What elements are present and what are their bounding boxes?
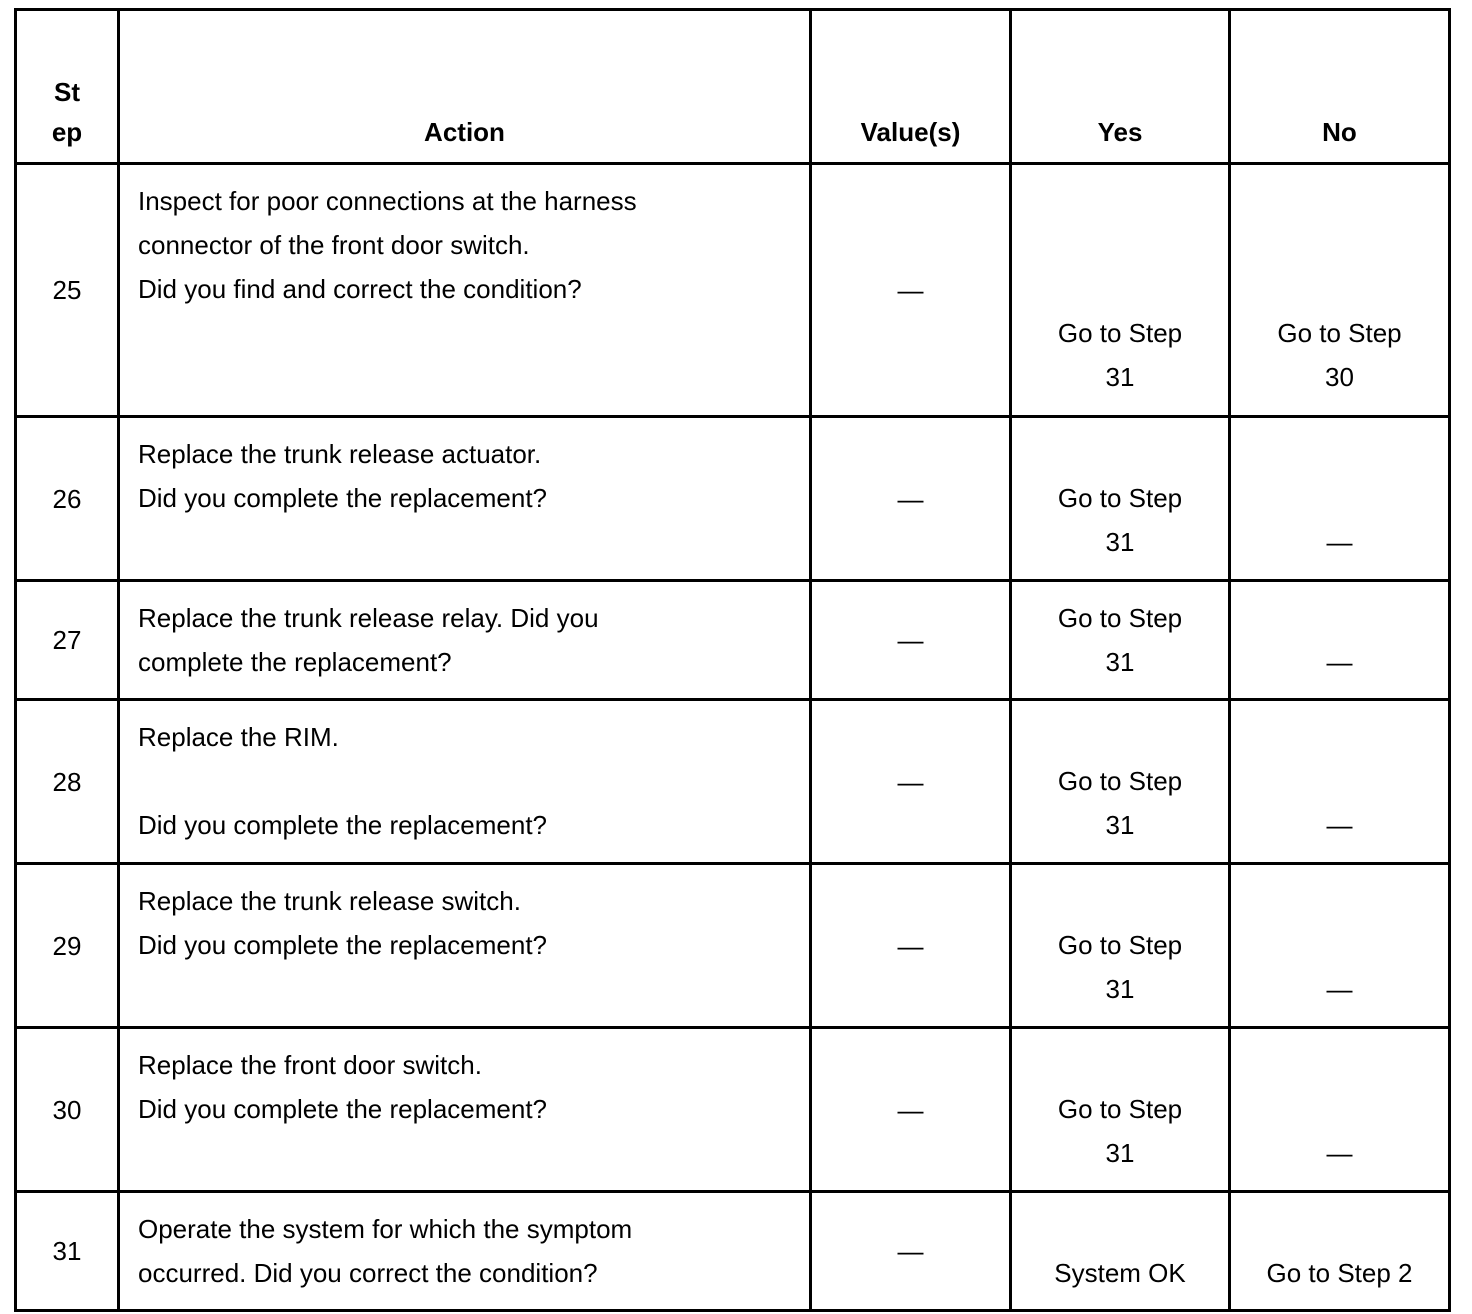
value-cell: — xyxy=(811,581,1011,700)
value-cell: — xyxy=(811,700,1011,864)
header-step-line1: St xyxy=(54,77,80,107)
value-cell: — xyxy=(811,417,1011,581)
yes-cell xyxy=(1011,1192,1230,1311)
header-action: Action xyxy=(119,10,811,164)
yes-cell xyxy=(1011,164,1230,417)
header-step xyxy=(16,10,119,164)
step-number: 25 xyxy=(16,164,119,417)
yes-line: 31 xyxy=(1105,810,1135,840)
action-cell xyxy=(119,1028,811,1192)
no-cell xyxy=(1230,417,1450,581)
no-cell xyxy=(1230,164,1450,417)
yes-cell xyxy=(1011,581,1230,700)
action-line: Did you complete the replacement? xyxy=(138,1094,548,1124)
yes-line: Go to Step xyxy=(1057,318,1183,348)
step-number: 26 xyxy=(16,417,119,581)
no-line: — xyxy=(1326,527,1353,557)
header-row xyxy=(16,10,1450,164)
value-cell: — xyxy=(811,864,1011,1028)
step-number: 30 xyxy=(16,1028,119,1192)
table-row xyxy=(16,864,1450,1028)
table-row xyxy=(16,1028,1450,1192)
yes-line: 31 xyxy=(1105,974,1135,1004)
yes-line: 31 xyxy=(1105,362,1135,392)
table-row xyxy=(16,1192,1450,1311)
action-cell xyxy=(119,164,811,417)
table-body xyxy=(16,164,1450,1311)
yes-line: 31 xyxy=(1105,527,1135,557)
action-line: Did you complete the replacement? xyxy=(138,483,548,513)
action-line: Replace the trunk release switch. xyxy=(138,886,521,916)
step-number: 29 xyxy=(16,864,119,1028)
no-line: — xyxy=(1326,1138,1353,1168)
yes-line: Go to Step xyxy=(1057,483,1183,513)
action-line: Operate the system for which the symptom xyxy=(138,1214,633,1244)
value-cell: — xyxy=(811,164,1011,417)
action-cell xyxy=(119,417,811,581)
header-yes: Yes xyxy=(1011,10,1230,164)
action-line: Replace the trunk release relay. Did you xyxy=(138,603,599,633)
yes-line: System OK xyxy=(1054,1258,1186,1288)
header-values: Value(s) xyxy=(811,10,1011,164)
header-step-line2: ep xyxy=(51,117,83,147)
yes-line: Go to Step xyxy=(1057,1094,1183,1124)
yes-line: Go to Step xyxy=(1057,766,1183,796)
yes-cell xyxy=(1011,864,1230,1028)
action-line: Did you complete the replacement? xyxy=(138,930,548,960)
diagnostic-table xyxy=(14,8,1451,1312)
no-cell xyxy=(1230,864,1450,1028)
step-number: 28 xyxy=(16,700,119,864)
step-number: 27 xyxy=(16,581,119,700)
action-line: occurred. Did you correct the condition? xyxy=(138,1258,598,1288)
value-cell: — xyxy=(811,1192,1011,1311)
action-line: Replace the front door switch. xyxy=(138,1050,482,1080)
no-cell xyxy=(1230,581,1450,700)
table-row xyxy=(16,417,1450,581)
action-line xyxy=(138,759,809,803)
yes-cell xyxy=(1011,700,1230,864)
no-cell xyxy=(1230,1192,1450,1311)
table-row xyxy=(16,581,1450,700)
no-line: Go to Step xyxy=(1277,318,1402,348)
action-cell xyxy=(119,864,811,1028)
yes-line: 31 xyxy=(1105,647,1135,677)
action-line: Replace the trunk release actuator. xyxy=(138,439,542,469)
action-line: Inspect for poor connections at the harness xyxy=(138,186,637,216)
action-line: complete the replacement? xyxy=(138,647,452,677)
no-line: — xyxy=(1326,974,1353,1004)
yes-cell xyxy=(1011,1028,1230,1192)
yes-cell xyxy=(1011,417,1230,581)
action-line: Did you find and correct the condition? xyxy=(138,274,582,304)
no-line: Go to Step 2 xyxy=(1266,1258,1413,1288)
no-cell xyxy=(1230,700,1450,864)
yes-line: Go to Step xyxy=(1057,930,1183,960)
action-cell xyxy=(119,581,811,700)
action-cell xyxy=(119,1192,811,1311)
yes-line: 31 xyxy=(1105,1138,1135,1168)
action-line: Did you complete the replacement? xyxy=(138,810,548,840)
no-line: — xyxy=(1326,810,1353,840)
no-line: 30 xyxy=(1325,362,1354,392)
value-cell: — xyxy=(811,1028,1011,1192)
action-cell xyxy=(119,700,811,864)
no-line: — xyxy=(1326,647,1353,677)
table-row xyxy=(16,164,1450,417)
no-cell xyxy=(1230,1028,1450,1192)
table-row xyxy=(16,700,1450,864)
header-no: No xyxy=(1230,10,1450,164)
action-line: connector of the front door switch. xyxy=(138,230,530,260)
yes-line: Go to Step xyxy=(1057,603,1183,633)
step-number: 31 xyxy=(16,1192,119,1311)
action-line: Replace the RIM. xyxy=(138,722,339,752)
